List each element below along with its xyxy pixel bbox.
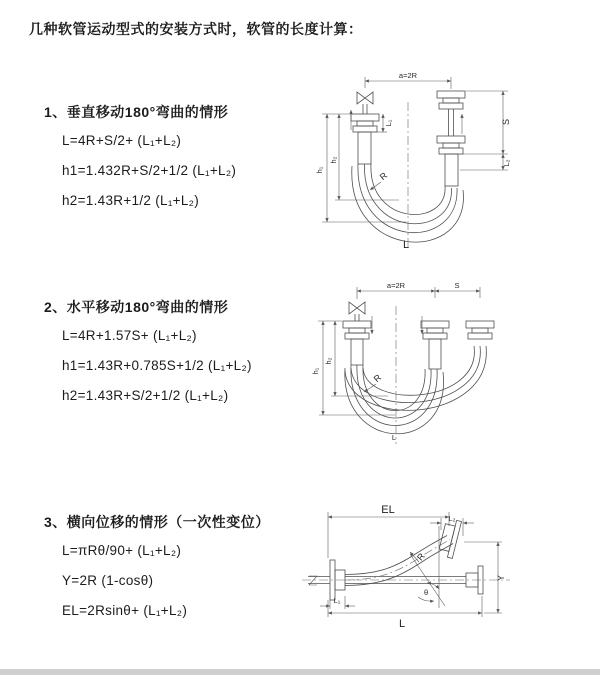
formula-y: Y=2R (1-cosθ)	[62, 573, 154, 588]
hose-displaced-position	[345, 518, 461, 586]
diagram-horizontal-180-bend	[300, 276, 562, 466]
radius-label: R	[377, 170, 390, 183]
dim-label-a2r: a=2R	[398, 71, 418, 80]
dim-s	[435, 281, 480, 291]
u-hose	[352, 164, 464, 242]
radius-callout	[370, 170, 390, 190]
dim-l	[328, 596, 482, 630]
dim-h1	[315, 114, 406, 222]
section-lateral-displacement	[44, 512, 270, 626]
formula-length: L=4R+S/2+ (L₁+L₂)	[62, 133, 182, 148]
left-pipe-fitting	[343, 321, 371, 365]
left-pipe-fitting	[351, 104, 379, 164]
dim-h1	[311, 321, 395, 415]
dim-label-l: L	[398, 618, 406, 630]
radius-label: R	[371, 372, 384, 385]
dim-label-l1: L₁	[384, 119, 393, 127]
dim-label-l2: L₂	[448, 514, 456, 523]
formula-h2: h2=1.43R+S/2+1/2 (L₁+L₂)	[62, 388, 229, 403]
dim-label-h2: h₂	[329, 156, 338, 164]
middle-pipe-fitting	[421, 321, 449, 369]
dim-h2	[324, 321, 388, 396]
dim-label-h1: h₁	[311, 367, 320, 375]
section-2-heading: 2、水平移动180°弯曲的情形	[44, 299, 229, 315]
right-pipe-fitting	[437, 91, 465, 186]
formula-length: L=4R+1.57S+ (L₁+L₂)	[62, 328, 197, 343]
valve-icon	[357, 92, 373, 104]
dim-el	[328, 504, 449, 558]
dim-label-a2r: a=2R	[386, 281, 406, 290]
dim-l1	[372, 114, 393, 132]
dim-label-y: Y	[496, 574, 506, 582]
formula-h2: h2=1.43R+1/2 (L₁+L₂)	[62, 193, 200, 208]
formula-h1: h1=1.432R+S/2+1/2 (L₁+L₂)	[62, 163, 237, 178]
section-vertical-move	[44, 102, 236, 216]
dim-label-s: S	[501, 118, 511, 126]
radius-callout	[364, 372, 384, 392]
diagram-vertical-180-bend	[306, 66, 558, 264]
formula-length: L=πRθ/90+ (L₁+L₂)	[62, 543, 182, 558]
formula-h1: h1=1.43R+0.785S+1/2 (L₁+L₂)	[62, 358, 252, 373]
dim-l2	[460, 154, 511, 170]
length-label: L	[391, 433, 397, 442]
dim-label-h2: h₂	[324, 357, 333, 365]
dim-label-l2: L₂	[502, 159, 511, 167]
dim-a-2r	[357, 281, 480, 299]
page-title: 几种软管运动型式的安装方式时，软管的长度计算：	[29, 21, 363, 37]
section-horizontal-move	[44, 297, 252, 411]
diagram-lateral-displacement	[296, 496, 600, 656]
radius-label: R	[414, 551, 427, 563]
dim-l1	[320, 596, 355, 609]
length-label: L	[402, 239, 410, 251]
dim-label-el: EL	[381, 504, 395, 516]
formula-el: EL=2Rsinθ+ (L₁+L₂)	[62, 603, 188, 618]
dim-label-s: S	[454, 281, 460, 290]
page-bottom-edge	[0, 669, 600, 675]
valve-icon	[349, 302, 365, 314]
section-3-heading: 3、横向位移的情形（一次性变位）	[44, 514, 270, 530]
angle-construction	[410, 526, 445, 608]
angle-label: θ	[424, 588, 429, 597]
dim-s	[460, 91, 511, 154]
radius-callout	[410, 551, 427, 563]
dim-label-l1: L₁	[333, 596, 341, 605]
dim-y	[464, 542, 506, 613]
section-1-heading: 1、垂直移动180°弯曲的情形	[44, 104, 229, 120]
dim-label-h1: h₁	[315, 166, 324, 174]
dim-a-2r	[365, 71, 451, 89]
u-hose-position-1	[345, 365, 444, 434]
right-pipe-fitting	[466, 321, 494, 339]
